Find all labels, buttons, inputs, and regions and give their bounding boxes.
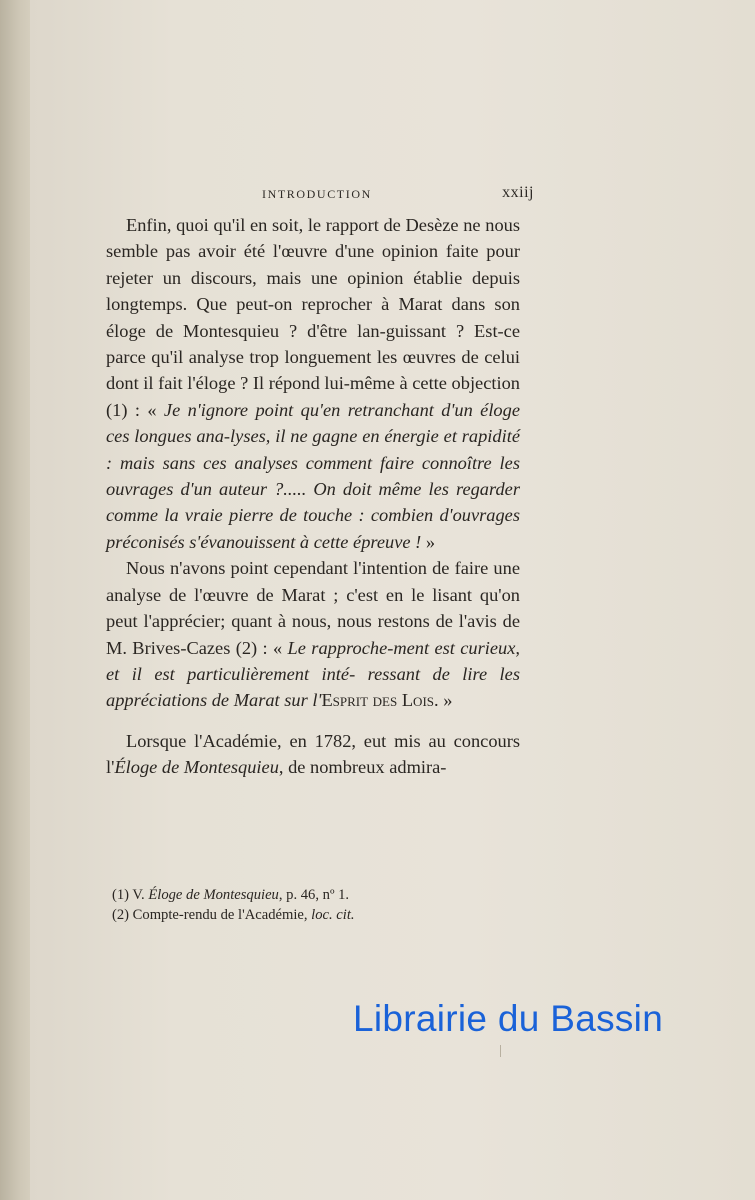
quote-text: Je n'ignore point — [163, 399, 294, 420]
paragraph-2 — [106, 555, 520, 713]
quote-text: lyses, il ne gagne en énergie et rapidité : mais — [106, 426, 520, 473]
footnotes — [112, 885, 512, 925]
quote-text: l' — [312, 690, 322, 711]
quote-text: combien d'ouvrages préconisés s'évanouissent à — [106, 505, 520, 552]
running-header-title: INTRODUCTION — [262, 187, 372, 201]
quote-text: cette épreuve ! — [313, 531, 422, 552]
text-line: Lorsque l'Académie, en 1782, eut mis au concours — [126, 730, 520, 751]
footnote-text: (2) Compte-rendu de l'Académie, — [112, 907, 312, 923]
text-line: les œuvres de celui dont il fait l'éloge ? Il répond — [106, 347, 521, 394]
quote-text: ressant de lire les appréciations de Marat sur — [106, 663, 520, 711]
footnote-text: (1) V. — [112, 887, 149, 903]
text-line: de l'avis de M. Brives-Cazes (2) : « — [106, 611, 520, 658]
quote-close: . » — [434, 690, 453, 711]
text-line: guissant ? Est-ce parce qu'il analyse trop longuement — [106, 320, 521, 368]
paragraph-3 — [106, 728, 520, 781]
previous-page-edge — [0, 0, 32, 1200]
text-line: faite pour rejeter un discours, mais une opinion — [106, 241, 520, 288]
quote-text: ouvrages d'un auteur ?..... On doit même les — [106, 479, 449, 500]
main-text — [106, 212, 520, 781]
footnote-1 — [112, 885, 512, 905]
work-title: Éloge de Montesquieu — [114, 757, 279, 778]
text-line: Marat dans son éloge de Montesquieu ? d'être lan- — [106, 294, 520, 341]
footnote-2 — [112, 905, 512, 925]
quote-close: » — [421, 531, 436, 552]
quote-text: ment est curieux, et il est particulièrement inté- — [106, 637, 520, 684]
text-line: une analyse de l'œuvre de Marat ; c'est en le lisant — [106, 558, 520, 605]
quote-text: Le rapproche- — [287, 637, 394, 658]
text-line: établie depuis longtemps. Que peut-on reprocher à — [106, 267, 520, 315]
footnote-italic: Éloge de Montesquieu — [148, 887, 279, 903]
text-line: Nous n'avons point cependant l'intention de faire — [126, 558, 489, 579]
text-line: , de nombreux admira- — [278, 757, 447, 778]
footnote-italic: loc. cit. — [311, 907, 355, 923]
quote-text: qu'en retranchant d'un éloge ces longues ana- — [106, 399, 520, 447]
watermark: Librairie du Bassin — [353, 998, 664, 1039]
text-line: qu'on peut l'apprécier; quant à nous, nous restons — [106, 584, 520, 632]
page-number: xxiij — [502, 184, 534, 201]
paragraph-1 — [106, 212, 520, 555]
paper-mark — [500, 1045, 501, 1057]
text-line: Enfin, quoi qu'il en soit, le rapport de Desèze ne — [126, 215, 481, 235]
running-header — [262, 186, 534, 204]
text-line: l' — [106, 757, 115, 778]
book-title: Esprit des Lois — [321, 690, 435, 711]
footnote-text: , p. 46, nº 1. — [278, 887, 350, 903]
quote-text: regarder comme la vraie pierre de touche : — [106, 479, 520, 526]
text-line: lui-même à cette objection (1) : « — [106, 373, 520, 420]
text-line: nous semble pas avoir été l'œuvre d'une opinion — [106, 215, 520, 262]
quote-text: sans ces analyses comment faire connoître les — [162, 452, 520, 473]
